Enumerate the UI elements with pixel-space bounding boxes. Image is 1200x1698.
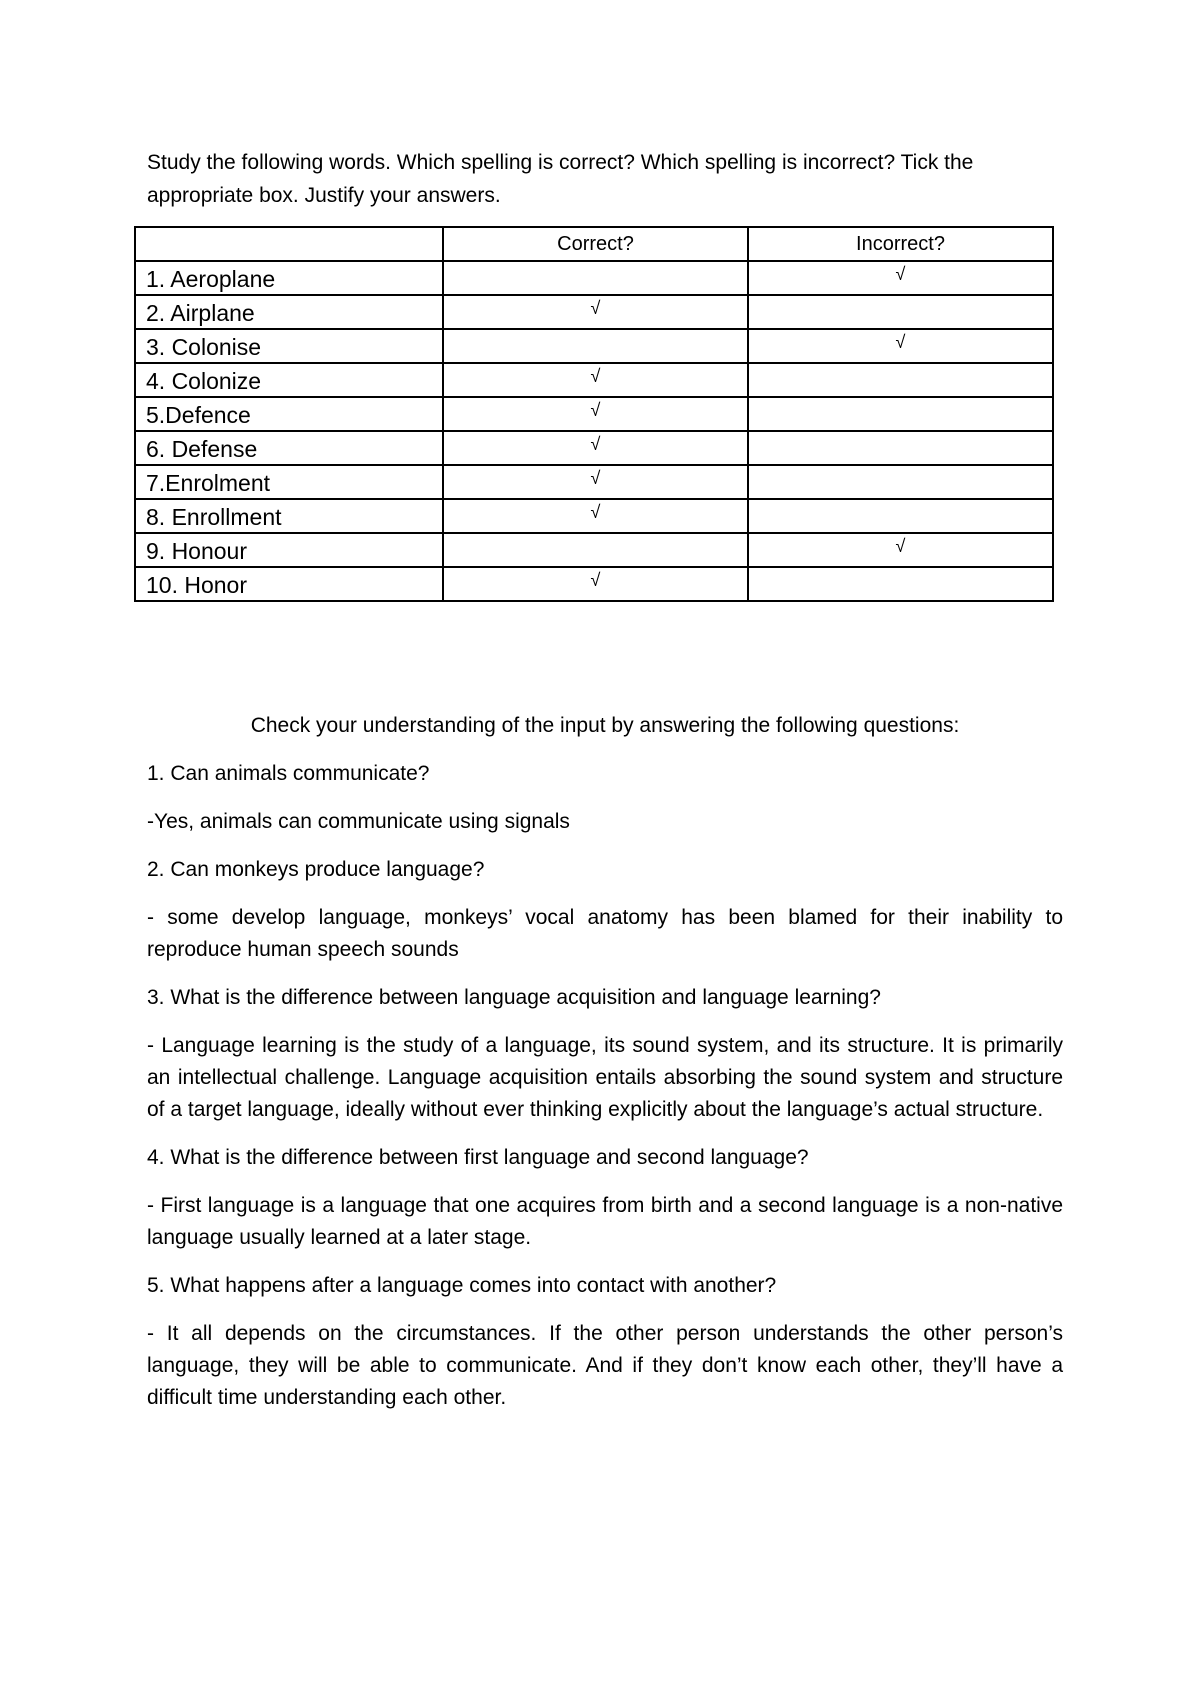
- incorrect-cell: [748, 363, 1053, 397]
- question-2: 2. Can monkeys produce language?: [147, 858, 485, 881]
- word-cell: 8. Enrollment: [135, 499, 443, 533]
- table-row: [135, 363, 1053, 397]
- answer-4: - First language is a language that one acquires from birth and a second language is a non-native language usually learned at a later stage.: [147, 1194, 1063, 1249]
- incorrect-cell: [748, 431, 1053, 465]
- comprehension-heading: Check your understanding of the input by answering the following questions:: [250, 714, 960, 737]
- word-cell: 10. Honor: [135, 567, 443, 601]
- table-header-row: [135, 227, 1053, 261]
- incorrect-cell: [748, 465, 1053, 499]
- word-cell: 2. Airplane: [135, 295, 443, 329]
- answer-2: - some develop language, monkeys’ vocal anatomy has been blamed for their inability to reproduce human speech sounds: [147, 906, 1063, 961]
- table-row: [135, 397, 1053, 431]
- correct-cell: √: [443, 567, 748, 601]
- answer-5: - It all depends on the circumstances. If the other person understands the other person’s language, they will be able to communicate. And if they don’t know each other, they’ll have a difficult time understanding each other.: [147, 1322, 1063, 1409]
- header-incorrect: Incorrect?: [748, 227, 1053, 261]
- instructions-text: Study the following words. Which spelling is correct? Which spelling is incorrect? Tick the appropriate box. Justify your answers.: [147, 151, 974, 207]
- table-row: [135, 533, 1053, 567]
- correct-cell: √: [443, 295, 748, 329]
- word-cell: 6. Defense: [135, 431, 443, 465]
- correct-cell: √: [443, 499, 748, 533]
- correct-cell: √: [443, 363, 748, 397]
- correct-cell: [443, 533, 748, 567]
- incorrect-cell: √: [748, 329, 1053, 363]
- table-row: [135, 465, 1053, 499]
- question-4: 4. What is the difference between first language and second language?: [147, 1146, 809, 1169]
- incorrect-cell: [748, 295, 1053, 329]
- word-cell: 1. Aeroplane: [135, 261, 443, 295]
- header-blank: [135, 227, 443, 261]
- word-cell: 5.Defence: [135, 397, 443, 431]
- word-cell: 4. Colonize: [135, 363, 443, 397]
- incorrect-cell: [748, 567, 1053, 601]
- table-row: [135, 261, 1053, 295]
- word-cell: 9. Honour: [135, 533, 443, 567]
- table-row: [135, 567, 1053, 601]
- table-row: [135, 499, 1053, 533]
- correct-cell: √: [443, 431, 748, 465]
- incorrect-cell: √: [748, 533, 1053, 567]
- table-row: [135, 295, 1053, 329]
- question-5: 5. What happens after a language comes into contact with another?: [147, 1274, 777, 1297]
- incorrect-cell: [748, 499, 1053, 533]
- table-row: [135, 329, 1053, 363]
- word-cell: 3. Colonise: [135, 329, 443, 363]
- comprehension-section: [147, 710, 1063, 1430]
- table-row: [135, 431, 1053, 465]
- word-cell: 7.Enrolment: [135, 465, 443, 499]
- answer-1: -Yes, animals can communicate using signals: [147, 810, 570, 833]
- correct-cell: [443, 329, 748, 363]
- question-3: 3. What is the difference between language acquisition and language learning?: [147, 986, 881, 1009]
- spelling-table: [134, 226, 1054, 602]
- header-correct: Correct?: [443, 227, 748, 261]
- correct-cell: √: [443, 465, 748, 499]
- incorrect-cell: [748, 397, 1053, 431]
- correct-cell: √: [443, 397, 748, 431]
- correct-cell: [443, 261, 748, 295]
- answer-3: - Language learning is the study of a language, its sound system, and its structure. It is primarily an intellectual challenge. Language acquisition entails absorbing the sound system and structure of a target language, ideally without ever thinking explicitly about the language’s actual structure.: [147, 1034, 1063, 1121]
- incorrect-cell: √: [748, 261, 1053, 295]
- question-1: 1. Can animals communicate?: [147, 762, 430, 785]
